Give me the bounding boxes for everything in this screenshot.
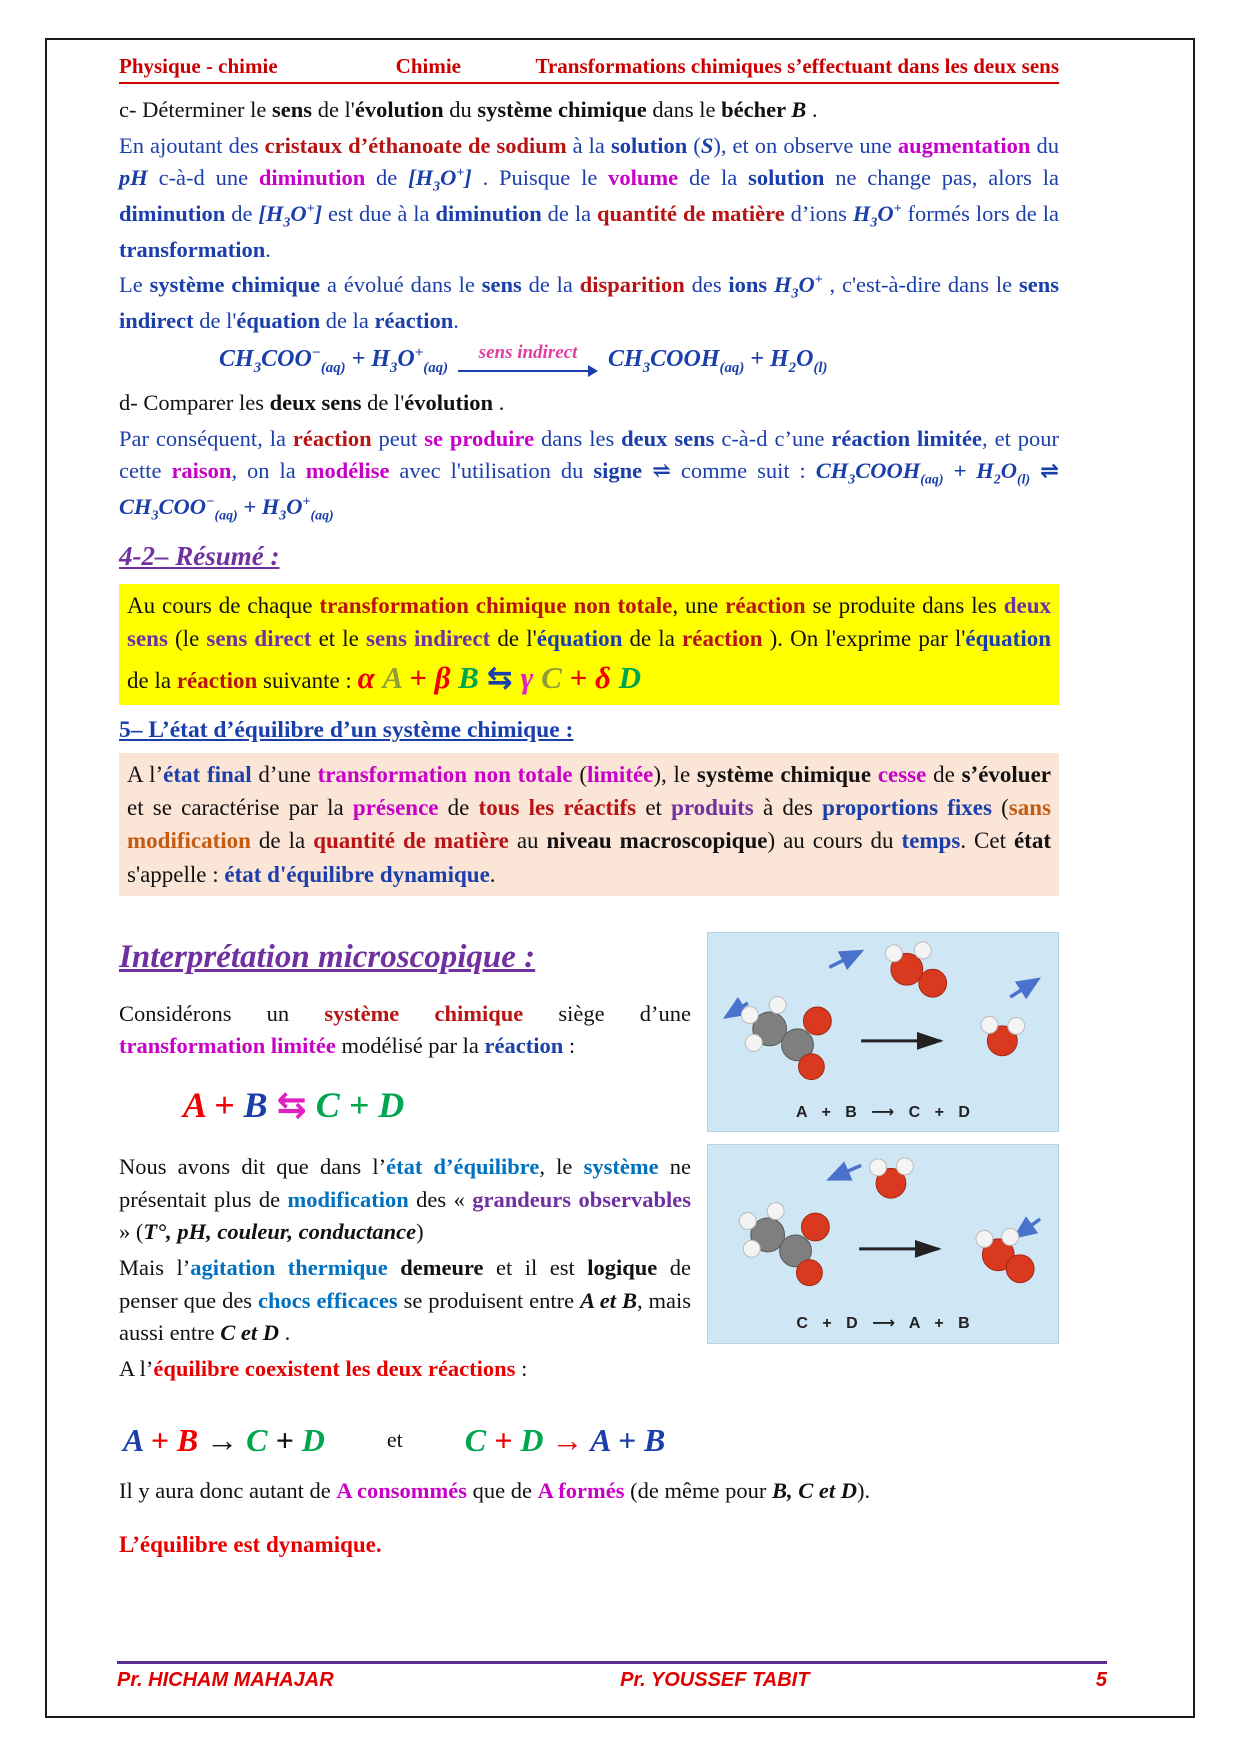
molecular-figure [707, 932, 1059, 1344]
paragraph-reaction-limitee: Par conséquent, la réaction peut se produire dans les deux sens c-à-d c’une réaction limitée, et pour cette raison, on la modélise avec l'utilisation du signe ⇌ comme suit : $CH_3COOH_{(aq)} + H_2O_{(l)}$ ⇌ $CH_3COO^-_{(aq)} + H_3O^+_{(aq)}$ [119, 425, 1059, 524]
summary-text: Au cours de chaque transformation chimique non totale, une réaction se produite dans les deux sens (le sens direct et le sens indirect de l'équation de la réaction ). On l'exprime par l'équation de la réaction suivante : [127, 592, 1052, 693]
molecule-panel-backward [707, 1144, 1059, 1344]
document-content [47, 40, 1193, 1561]
equation-right-side: $CH_3COOH_{(aq)} + H_2O_{(l)}$ [608, 345, 828, 376]
paragraph-determiner-sens: c- Déterminer le sens de l'évolution du système chimique dans le bécher B . [119, 97, 818, 122]
equation-a-b-equilibrium: A + B ⇆ C + D [183, 1085, 405, 1125]
paragraph-grandeurs-observables: Nous avons dit que dans l’état d’équilibre, le système ne présentait plus de modification des « grandeurs observables » (T°, pH, couleur, conductance) [119, 1154, 691, 1245]
paragraph-comparer-sens: d- Comparer les deux sens de l'évolution . [119, 390, 505, 416]
interpretation-text-column [119, 932, 707, 1389]
paragraph-considerons: Considérons un système chimique siège d’une transformation limitée modélisé par la réaction : [119, 1000, 691, 1059]
paragraph-systeme-evolution: Le système chimique a évolué dans le sens de la disparition des ions $H_3O^+$ , c'est-à-dire dans le sens indirect de l'équation de la réaction. [119, 272, 1059, 334]
equation-left-side: $CH_3COO^-_{(aq)} + H_3O^+_{(aq)}$ [219, 344, 449, 376]
et-connector: et [386, 1426, 403, 1452]
footer-teacher-center: Pr. YOUSSEF TABIT [620, 1669, 810, 1691]
header-subject: Physique - chimie [119, 54, 278, 78]
labeled-reaction-arrow [458, 343, 598, 377]
equation-backward: C + D → A + B [464, 1421, 666, 1458]
paragraph-autant-consommes: Il y aura donc autant de A consommés que de A formés (de même pour B, C et D). [119, 1477, 871, 1503]
document-footer [117, 1661, 1107, 1692]
footer-teacher-left: Pr. HICHAM MAHAJAR [117, 1669, 334, 1691]
heading-etat-equilibre: 5– L’état d’équilibre d’un système chimique : [119, 717, 574, 744]
coexisting-reactions-equations [123, 1417, 1059, 1463]
caption-backward: C + D ⟶ A + B [796, 1315, 970, 1333]
arrow-label-sens-indirect: sens indirect [478, 342, 578, 364]
right-arrow-icon [458, 363, 598, 377]
greek-general-equation: α A + β B ⇆ γ C + δ D [357, 659, 641, 695]
summary-highlight-block [119, 584, 1059, 706]
document-body [119, 94, 1059, 1561]
molecules-backward-illustration [712, 1149, 1052, 1301]
equation-sens-indirect [219, 342, 1059, 379]
heading-interpretation: Interprétation microscopique : [119, 938, 536, 975]
figure-column [707, 932, 1059, 1389]
paragraph-equilibre-coexistent: A l’équilibre coexistent les deux réactions : [119, 1355, 528, 1381]
equilibrium-definition-text: A l’état final d’une transformation non totale (limitée), le système chimique cesse de s’évoluer et se caractérise par la présence de tous les réactifs et produits à des proportions fixes (sans modification de la quantité de matière au niveau macroscopique) au cours du temps. Cet état s'appelle : état d'équilibre dynamique. [127, 761, 1051, 887]
heading-resume: 4-2– Résumé : [119, 540, 280, 571]
equilibrium-highlight-block [119, 753, 1059, 896]
equation-forward: A + B → C + D [123, 1421, 325, 1458]
paragraph-ethanoate-sodium: En ajoutant des cristaux d’éthanoate de sodium à la solution (S), et on observe une augmentation du pH c-à-d une diminution de $[H_3O^+]$ . Puisque le volume de la solution ne change pas, alors la diminution de $[H_3O^+]$ est due à la diminution de la quantité de matière d’ions $H_3O^+$ formés lors de la transformation. [119, 132, 1059, 262]
document-header [119, 54, 1059, 84]
page-border [45, 38, 1195, 1718]
paragraph-agitation-thermique: Mais l’agitation thermique demeure et il est logique de penser que des chocs efficaces se produisent entre A et B, mais aussi entre C et D . [119, 1255, 692, 1346]
paragraph-equilibre-dynamique: L’équilibre est dynamique. [119, 1531, 382, 1557]
caption-forward: A + B ⟶ C + D [796, 1103, 970, 1121]
header-chapter-title: Transformations chimiques s’effectuant dans les deux sens [535, 54, 1059, 78]
page-number: 5 [1095, 1669, 1107, 1691]
molecules-forward-illustration [712, 937, 1052, 1089]
molecule-panel-forward [707, 932, 1059, 1132]
header-course: Chimie [395, 54, 461, 78]
two-column-section [119, 932, 1059, 1389]
